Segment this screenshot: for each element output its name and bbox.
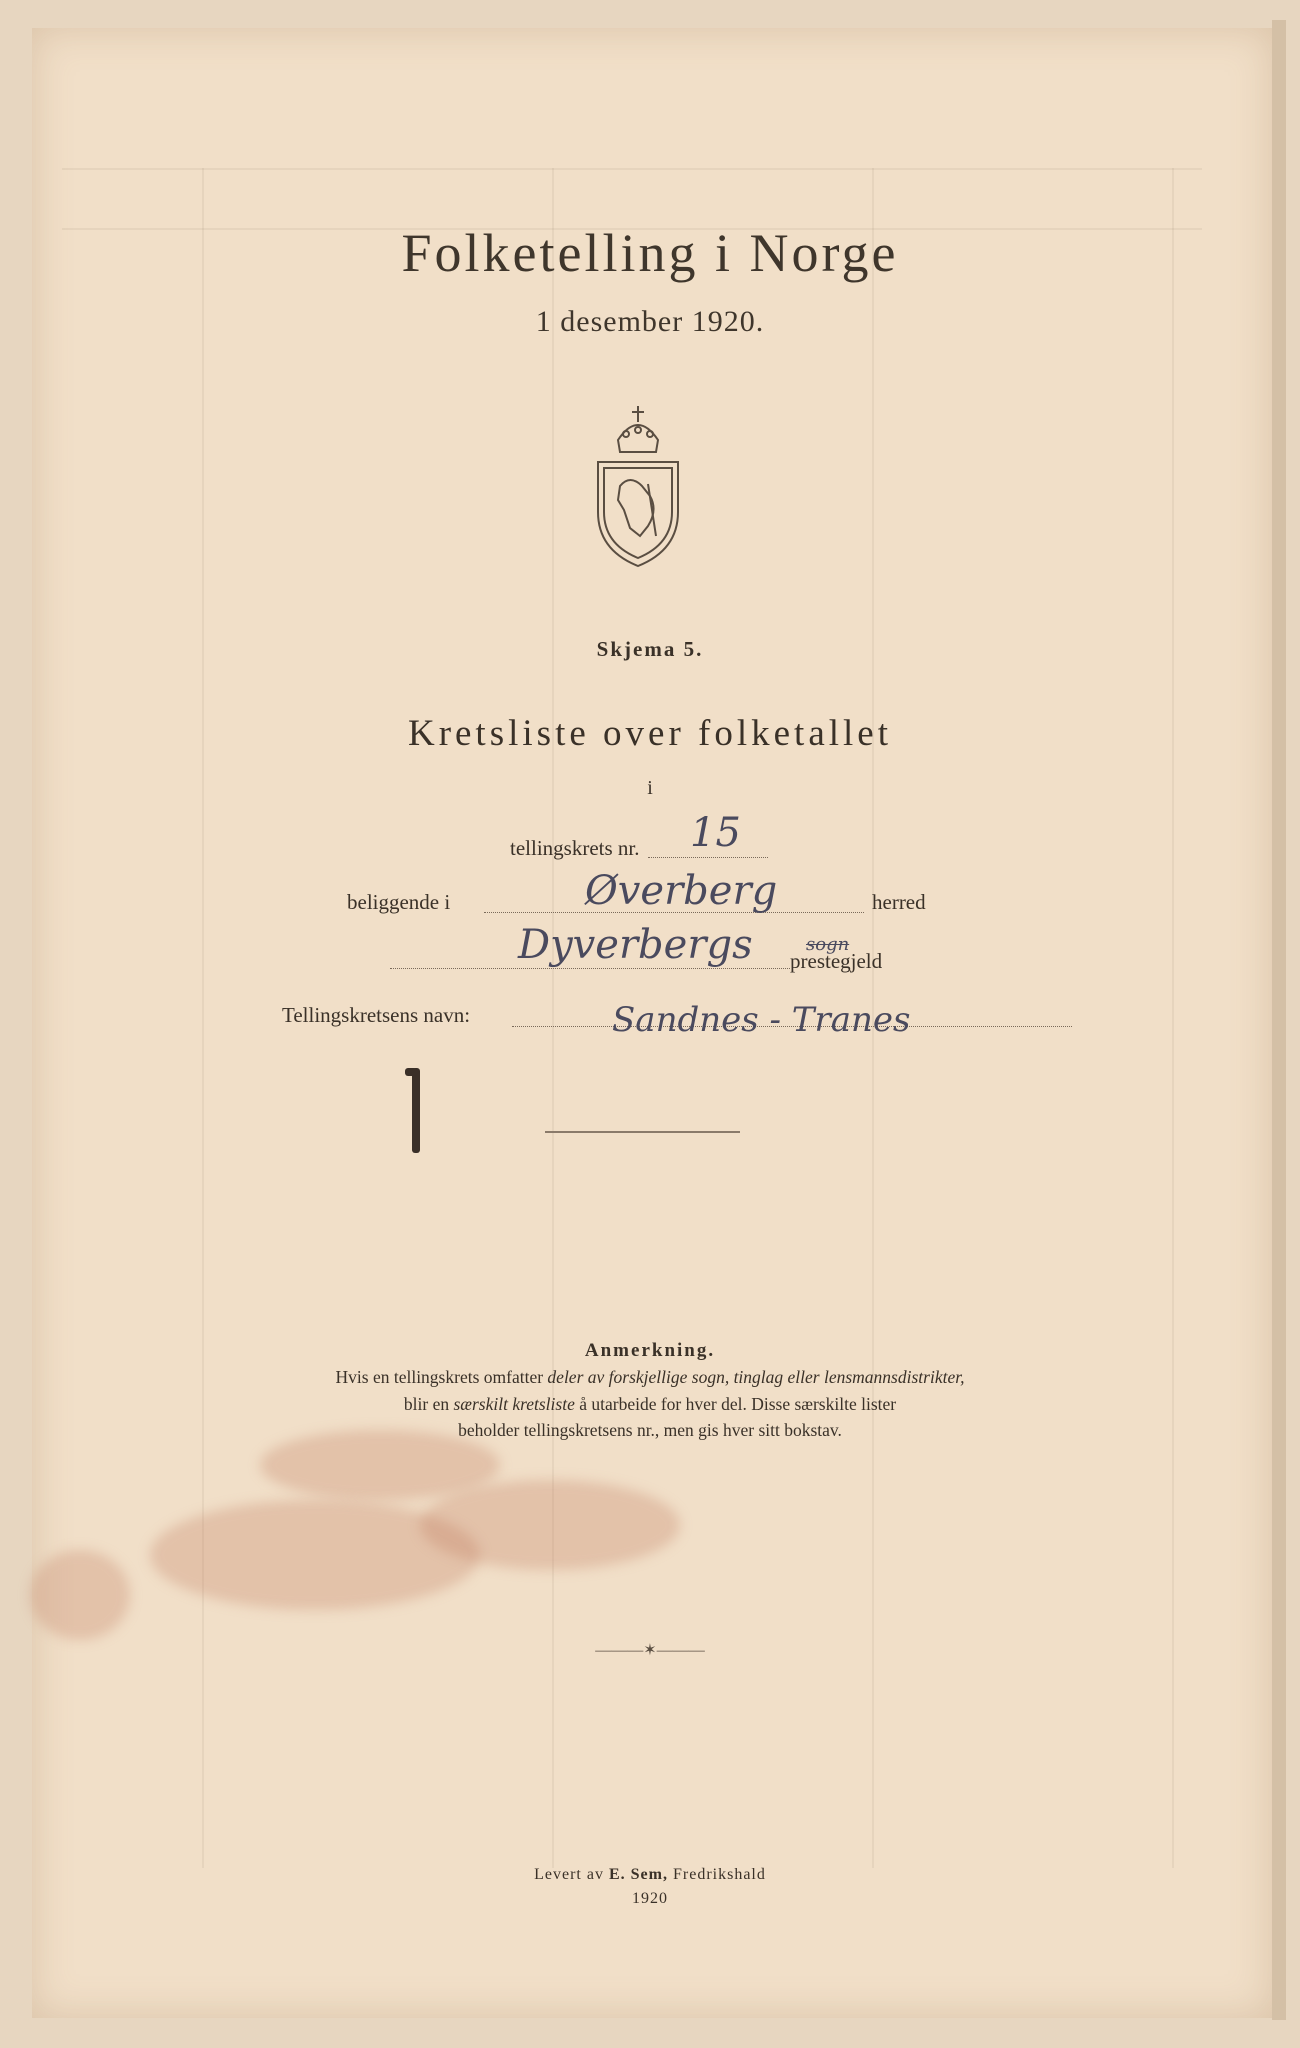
- sogn-struck: sogn: [806, 934, 850, 955]
- herred-label: herred: [872, 890, 926, 914]
- stain: [30, 1550, 130, 1640]
- printer-line: [0, 1866, 1300, 1884]
- tellingskrets-line: [648, 857, 768, 858]
- prestegjeld-label: prestegjeld: [790, 949, 883, 973]
- printer-prefix: Levert av: [534, 1866, 609, 1883]
- note-text: Hvis en tellingskrets omfatter: [335, 1367, 548, 1387]
- navn-label: Tellingskretsens navn:: [282, 1003, 471, 1027]
- census-date: 1 desember 1920.: [535, 305, 765, 338]
- tellingskrets-value: 15: [690, 810, 741, 856]
- coat-of-arms-icon: [588, 400, 688, 570]
- note-emphasis: deler av forskjellige sogn, tinglag eller lensmannsdistrikter,: [547, 1367, 965, 1387]
- note-line-3: beholder tellingskretsens nr., men gis hver sitt bokstav.: [458, 1420, 842, 1440]
- note-line-1: [0, 1367, 1300, 1388]
- schema-number: Skjema 5.: [596, 637, 704, 661]
- prestegjeld-line: [390, 968, 790, 969]
- printer-name: E. Sem,: [608, 1866, 668, 1883]
- note-emphasis: særskilt kretsliste: [453, 1394, 575, 1414]
- document-title: Folketelling i Norge: [401, 223, 899, 283]
- form-heading: Kretsliste over folketallet: [407, 713, 893, 754]
- navn-value: Sandnes - Tranes: [612, 1000, 911, 1040]
- preposition-i: i: [647, 777, 653, 799]
- tellingskrets-label: tellingskrets nr.: [510, 836, 640, 860]
- printer-city: Fredrikshald: [667, 1866, 766, 1883]
- stain: [420, 1480, 680, 1570]
- beliggende-label: beliggende i: [347, 890, 451, 914]
- prestegjeld-value: Dyverbergs: [518, 922, 753, 968]
- herred-value: Øverberg: [585, 868, 778, 914]
- note-line-2: [0, 1394, 1300, 1415]
- ink-mark: [412, 1068, 420, 1153]
- separator-line: [545, 1131, 740, 1133]
- ink-mark: [405, 1068, 417, 1076]
- note-text: å utarbeide for hver del. Disse særskilte lister: [574, 1394, 897, 1414]
- note-text: blir en: [403, 1394, 454, 1414]
- note-title: Anmerkning.: [584, 1340, 716, 1361]
- printer-year: 1920: [632, 1890, 668, 1907]
- ornament-divider: ———✶———: [595, 1642, 705, 1659]
